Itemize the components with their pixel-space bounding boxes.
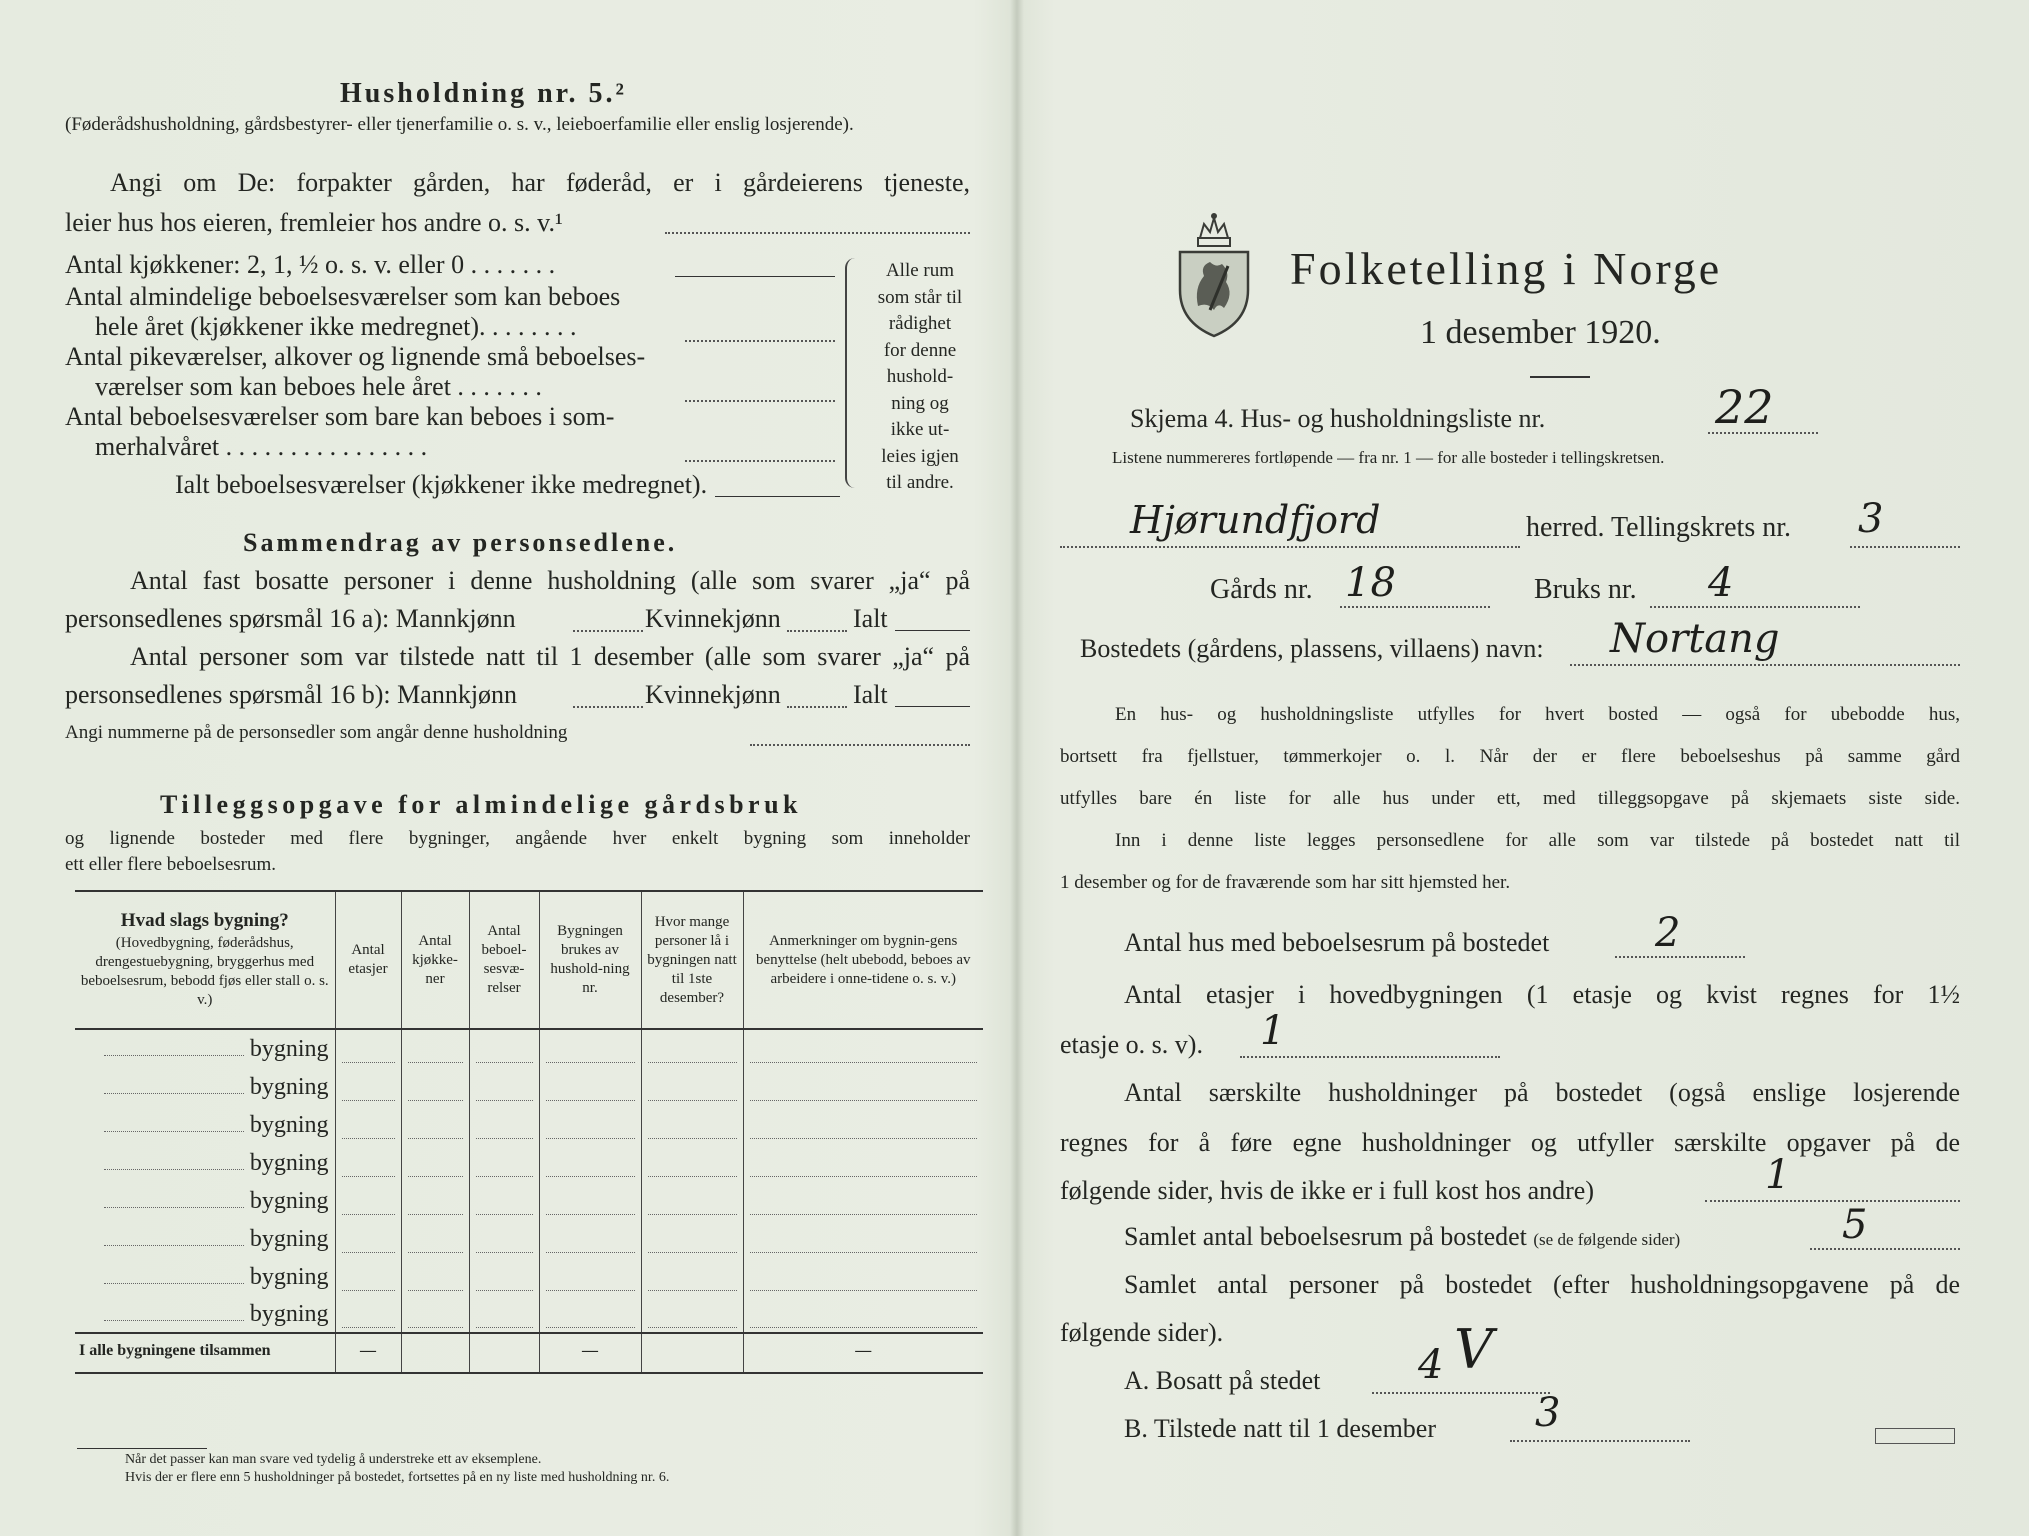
cell-line — [750, 1241, 978, 1253]
sarskilte-value[interactable]: 1 — [1765, 1152, 1791, 1198]
samlet-rum-value[interactable]: 5 — [1842, 1202, 1868, 1248]
cell-line — [750, 1279, 978, 1291]
summary-title: Sammendrag av personsedlene. — [243, 528, 678, 557]
rooms-total: Ialt beboelsesværelser (kjøkkener ikke medregnet). — [175, 470, 708, 499]
numbering-note: Listene nummereres fortløpende — fra nr. 1 — for alle bosteder i tellingskretsen. — [1112, 448, 1665, 467]
skjema-label: Skjema 4. Hus- og husholdningsliste nr. — [1130, 404, 1546, 433]
rooms-summer-1: Antal beboelsesværelser som bare kan beboes i som- — [65, 402, 615, 431]
hus-line — [1615, 956, 1745, 958]
sarskilte-line — [1705, 1200, 1960, 1202]
col-anmerkninger: Anmerkninger om bygnin-gens benyttelse (helt ubebodd, beboes av arbeidere i onne-tidene o. s. v.) — [743, 891, 983, 1029]
herred-line — [1060, 546, 1520, 548]
fast-kvinne-label: Kvinnekjønn — [645, 604, 781, 633]
summary-line-1: Antal fast bosatte personer i denne husholdning (alle som svarer „ja“ på — [130, 566, 970, 595]
anmerkninger-cell[interactable] — [743, 1219, 983, 1257]
rooms-kitchens: Antal kjøkkener: 2, 1, ½ o. s. v. eller 0 . . . . . . . — [65, 250, 556, 279]
bosted-line — [1570, 664, 1960, 666]
cell-line — [342, 1127, 395, 1139]
angi-nummerne: Angi nummerne på de personsedler som angår denne husholdning — [65, 722, 568, 743]
instr-5: 1 desember og for de fraværende som har sitt hjemsted her. — [1060, 872, 1511, 893]
building-type-field[interactable] — [104, 1207, 244, 1208]
tilstede-ialt-field[interactable] — [895, 706, 970, 707]
vaerelser-cell[interactable] — [469, 1181, 539, 1219]
cell-line — [648, 1089, 737, 1101]
building-type-cell[interactable] — [75, 1067, 335, 1105]
personer-cell[interactable] — [641, 1143, 743, 1181]
kitchens-field[interactable] — [675, 276, 835, 277]
household-title: Husholdning nr. 5.² — [340, 78, 627, 109]
tilstede-kvinne-label: Kvinnekjønn — [645, 680, 781, 709]
col-personer: Hvor mange personer lå i bygningen natt til 1ste desember? — [641, 891, 743, 1029]
anmerkninger-cell[interactable] — [743, 1257, 983, 1295]
tellingskrets-value[interactable]: 3 — [1858, 496, 1884, 542]
anmerkninger-cell[interactable] — [743, 1105, 983, 1143]
sum-personer[interactable] — [641, 1333, 743, 1373]
cell-line — [750, 1165, 978, 1177]
anmerkninger-cell[interactable] — [743, 1067, 983, 1105]
extra-desc-1: og lignende bosteder med flere bygninger, angående hver enkelt bygning som inneholder — [65, 828, 970, 849]
herred-value[interactable]: Hjørundfjord — [1130, 498, 1381, 542]
summary-line-2: personsedlenes spørsmål 16 a): Mannkjønn — [65, 604, 516, 633]
samlet-pers-line-1: Samlet antal personer på bostedet (efter husholdningsopgavene på de — [1124, 1270, 1960, 1299]
tellingskrets-line — [1850, 546, 1960, 548]
building-type-field[interactable] — [104, 1320, 244, 1321]
table-row — [75, 1181, 983, 1219]
cell-line — [408, 1165, 463, 1177]
cell-line — [750, 1203, 978, 1215]
rooms-total-field[interactable] — [715, 496, 840, 497]
table-row — [75, 1105, 983, 1143]
gards-line — [1340, 606, 1490, 608]
coat-of-arms-icon — [1170, 210, 1258, 340]
hus-label: Antal hus med beboelsesrum på bostedet — [1124, 928, 1550, 957]
building-type-cell[interactable] — [75, 1029, 335, 1067]
cell-line — [476, 1165, 533, 1177]
building-label: bygning — [249, 1226, 329, 1252]
cell-line — [476, 1316, 533, 1328]
samlet-pers-line-2: følgende sider). — [1060, 1318, 1224, 1347]
sum-label: I alle bygningene tilsammen — [75, 1333, 335, 1373]
page-fold — [1010, 0, 1024, 1536]
fast-mann-field[interactable] — [573, 630, 643, 632]
building-type-cell[interactable] — [75, 1295, 335, 1333]
samlet-rum-label: Samlet antal beboelsesrum på bostedet (se de følgende sider) — [1124, 1222, 1681, 1251]
etasjer-cell[interactable] — [335, 1105, 401, 1143]
kjokkener-cell[interactable] — [401, 1143, 469, 1181]
samlet-rum-line — [1810, 1248, 1960, 1250]
brace-note: Alle rum som står til rådighet for denne hushold- ning og ikke ut- leies igjen til andre. — [877, 260, 963, 493]
anmerkninger-cell[interactable] — [743, 1295, 983, 1333]
tilstede-mann-field[interactable] — [573, 706, 643, 708]
printer-stamp — [1875, 1428, 1955, 1444]
cell-line — [342, 1203, 395, 1215]
cell-line — [750, 1089, 978, 1101]
main-title: Folketelling i Norge — [1290, 243, 1723, 294]
table-row — [75, 1067, 983, 1105]
cell-line — [408, 1203, 463, 1215]
cell-line — [476, 1241, 533, 1253]
cell-line — [342, 1051, 395, 1063]
samlet-rum-note: (se de følgende sider) — [1533, 1230, 1681, 1249]
vaerelser-cell[interactable] — [469, 1029, 539, 1067]
etasjer-cell[interactable] — [335, 1257, 401, 1295]
bosted-value[interactable]: Nortang — [1610, 616, 1780, 662]
sum-vaerelser[interactable] — [469, 1333, 539, 1373]
small-rooms-field[interactable] — [685, 400, 835, 402]
personer-cell[interactable] — [641, 1257, 743, 1295]
etasjer-line — [1240, 1056, 1500, 1058]
cell-line — [546, 1316, 635, 1328]
etasjer-cell[interactable] — [335, 1295, 401, 1333]
kjokkener-cell[interactable] — [401, 1181, 469, 1219]
vaerelser-cell[interactable] — [469, 1219, 539, 1257]
table-row — [75, 1219, 983, 1257]
table-row — [75, 1029, 983, 1067]
building-type-field[interactable] — [104, 1283, 244, 1284]
cell-line — [408, 1051, 463, 1063]
sum-husholdning: — — [539, 1333, 641, 1373]
kjokkener-cell[interactable] — [401, 1295, 469, 1333]
etasjer-cell[interactable] — [335, 1029, 401, 1067]
cell-line — [648, 1203, 737, 1215]
ordinary-rooms-field[interactable] — [685, 340, 835, 342]
fast-ialt-field[interactable] — [895, 630, 970, 631]
cell-line — [648, 1279, 737, 1291]
angi-answer-line[interactable] — [665, 232, 970, 234]
bosatt-label: A. Bosatt på stedet — [1124, 1366, 1321, 1395]
kjokkener-cell[interactable] — [401, 1067, 469, 1105]
anmerkninger-cell[interactable] — [743, 1181, 983, 1219]
cell-line — [546, 1279, 635, 1291]
footnote-rule — [77, 1448, 207, 1449]
household-intro: (Føderådshusholdning, gårdsbestyrer- eller tjenerfamilie o. s. v., leieboerfamilie eller enslig losjerende). — [65, 114, 854, 135]
vaerelser-cell[interactable] — [469, 1257, 539, 1295]
skjema-line — [1708, 432, 1818, 434]
table-row — [75, 1257, 983, 1295]
kjokkener-cell[interactable] — [401, 1219, 469, 1257]
right-page — [1050, 0, 1970, 1536]
table-row — [75, 1295, 983, 1333]
extra-desc-2: ett eller flere beboelsesrum. — [65, 854, 277, 875]
bosatt-value[interactable]: 4 — [1418, 1342, 1444, 1388]
etasjer-value[interactable]: 1 — [1260, 1008, 1286, 1054]
tilstede-line — [1510, 1440, 1690, 1442]
col-beboelsesvaerelser: Antal beboel-sesvæ-relser — [469, 891, 539, 1029]
building-type-cell[interactable] — [75, 1219, 335, 1257]
nummerne-field[interactable] — [750, 744, 970, 746]
instr-4: Inn i denne liste legges personsedlene for alle som var tilstede på bostedet natt til — [1115, 830, 1960, 851]
gards-value[interactable]: 18 — [1345, 560, 1396, 606]
rooms-small-2: værelser som kan beboes hele året . . . . . . . — [95, 372, 542, 401]
personer-cell[interactable] — [641, 1295, 743, 1333]
vaerelser-cell[interactable] — [469, 1067, 539, 1105]
bosted-label: Bostedets (gårdens, plassens, villaens) navn: — [1080, 634, 1544, 663]
table-sum-row — [75, 1333, 983, 1373]
kjokkener-cell[interactable] — [401, 1257, 469, 1295]
building-label: bygning — [249, 1150, 329, 1176]
tilstede-kvinne-field[interactable] — [787, 706, 847, 708]
personer-cell[interactable] — [641, 1105, 743, 1143]
personer-cell[interactable] — [641, 1029, 743, 1067]
cell-line — [342, 1089, 395, 1101]
cell-line — [408, 1127, 463, 1139]
cell-line — [342, 1316, 395, 1328]
building-type-field[interactable] — [104, 1093, 244, 1094]
bosatt-check-mark: V — [1454, 1318, 1493, 1381]
left-page — [65, 0, 980, 1536]
cell-line — [546, 1127, 635, 1139]
etasjer-cell[interactable] — [335, 1067, 401, 1105]
anmerkninger-cell[interactable] — [743, 1143, 983, 1181]
vaerelser-cell[interactable] — [469, 1295, 539, 1333]
fast-ialt-label: Ialt — [853, 604, 888, 633]
building-type-cell[interactable] — [75, 1143, 335, 1181]
anmerkninger-cell[interactable] — [743, 1029, 983, 1067]
sum-anmerkninger: — — [743, 1333, 983, 1373]
building-type-field[interactable] — [104, 1169, 244, 1170]
building-label: bygning — [249, 1112, 329, 1138]
sarskilte-line-2: regnes for å føre egne husholdninger og utfyller særskilte opgaver på de — [1060, 1128, 1960, 1157]
bruks-line — [1650, 606, 1860, 608]
cell-line — [476, 1203, 533, 1215]
summary-line-4: personsedlenes spørsmål 16 b): Mannkjønn — [65, 680, 518, 709]
building-table — [75, 890, 983, 1374]
personer-cell[interactable] — [641, 1219, 743, 1257]
cell-line — [476, 1279, 533, 1291]
cell-line — [408, 1089, 463, 1101]
hus-value[interactable]: 2 — [1655, 910, 1681, 956]
cell-line — [648, 1316, 737, 1328]
cell-line — [750, 1316, 978, 1328]
col-kjokkener: Antal kjøkke-ner — [401, 891, 469, 1029]
etasjer-cell[interactable] — [335, 1219, 401, 1257]
col-etasjer: Antal etasjer — [335, 891, 401, 1029]
husholdning-cell[interactable] — [539, 1105, 641, 1143]
building-type-field[interactable] — [104, 1131, 244, 1132]
building-label: bygning — [249, 1074, 329, 1100]
angi-line-1: Angi om De: forpakter gården, har føderåd, er i gårdeierens tjeneste, — [110, 168, 970, 197]
etasjer-cell[interactable] — [335, 1143, 401, 1181]
etasjer-cell[interactable] — [335, 1181, 401, 1219]
husholdning-cell[interactable] — [539, 1295, 641, 1333]
sarskilte-line-1: Antal særskilte husholdninger på bostedet (også enslige losjerende — [1124, 1078, 1960, 1107]
bruks-label: Bruks nr. — [1534, 574, 1637, 605]
cell-line — [408, 1316, 463, 1328]
kjokkener-cell[interactable] — [401, 1029, 469, 1067]
building-label: bygning — [249, 1301, 329, 1327]
husholdning-cell[interactable] — [539, 1181, 641, 1219]
bruks-value[interactable]: 4 — [1708, 560, 1734, 606]
extra-title: Tilleggsopgave for almindelige gårdsbruk — [160, 790, 803, 819]
cell-line — [546, 1089, 635, 1101]
title-rule — [1530, 376, 1590, 378]
tilstede-value[interactable]: 3 — [1535, 1390, 1561, 1436]
personer-cell[interactable] — [641, 1181, 743, 1219]
building-label: bygning — [249, 1188, 329, 1214]
tilstede-ialt-label: Ialt — [853, 680, 888, 709]
rooms-ordinary-2: hele året (kjøkkener ikke medregnet). . . . . . . . — [95, 312, 577, 341]
cell-line — [476, 1089, 533, 1101]
instr-2: bortsett fra fjellstuer, tømmerkojer o. l. Når der er flere beboelseshus på samme gård — [1060, 746, 1960, 767]
sum-etasjer: — — [335, 1333, 401, 1373]
cell-line — [750, 1051, 978, 1063]
cell-line — [342, 1279, 395, 1291]
cell-line — [342, 1241, 395, 1253]
cell-line — [648, 1165, 737, 1177]
husholdning-cell[interactable] — [539, 1257, 641, 1295]
rooms-summer-2: merhalvåret . . . . . . . . . . . . . . . . — [95, 432, 428, 461]
kjokkener-cell[interactable] — [401, 1105, 469, 1143]
cell-line — [648, 1241, 737, 1253]
building-type-cell[interactable] — [75, 1257, 335, 1295]
etasjer-line-1: Antal etasjer i hovedbygningen (1 etasje og kvist regnes for 1½ — [1124, 980, 1960, 1009]
herred-label: herred. Tellingskrets nr. — [1526, 512, 1792, 543]
building-type-cell[interactable] — [75, 1105, 335, 1143]
cell-line — [476, 1127, 533, 1139]
cell-line — [546, 1241, 635, 1253]
cell-line — [408, 1279, 463, 1291]
cell-line — [476, 1051, 533, 1063]
summary-line-3: Antal personer som var tilstede natt til 1 desember (alle som svarer „ja“ på — [130, 642, 970, 671]
census-date: 1 desember 1920. — [1420, 314, 1661, 351]
instr-3: utfylles bare én liste for alle hus under ett, med tilleggsopgave på skjemaets siste side. — [1060, 788, 1960, 809]
husholdning-cell[interactable] — [539, 1219, 641, 1257]
vaerelser-cell[interactable] — [469, 1143, 539, 1181]
husholdning-cell[interactable] — [539, 1029, 641, 1067]
tilstede-label: B. Tilstede natt til 1 desember — [1124, 1414, 1436, 1443]
table-row — [75, 1143, 983, 1181]
building-label: bygning — [249, 1264, 329, 1290]
sarskilte-line-3: følgende sider, hvis de ikke er i full kost hos andre) — [1060, 1176, 1594, 1205]
cell-line — [648, 1051, 737, 1063]
etasjer-line-2: etasje o. s. v). — [1060, 1030, 1203, 1059]
building-type-field[interactable] — [104, 1055, 244, 1056]
cell-line — [750, 1127, 978, 1139]
footnote-1: Når det passer kan man svare ved tydelig å understreke ett av eksemplene. — [125, 1452, 542, 1467]
cell-line — [342, 1165, 395, 1177]
rooms-small-1: Antal pikeværelser, alkover og lignende små beboelses- — [65, 342, 646, 371]
cell-line — [546, 1203, 635, 1215]
building-type-cell[interactable] — [75, 1181, 335, 1219]
bosatt-line — [1372, 1392, 1550, 1394]
col-husholdning-nr: Bygningen brukes av hushold-ning nr. — [539, 891, 641, 1029]
rooms-brace — [845, 258, 861, 488]
instr-1: En hus- og husholdningsliste utfylles for hvert bosted — også for ubebodde hus, — [1115, 704, 1960, 725]
col-building-type: Hvad slags bygning? (Hovedbygning, føderådshus, drengestuebygning, bryggerhus med beboelsesrum, bebodd fjøs eller stall o. s. v.) — [75, 891, 335, 1029]
skjema-value[interactable]: 22 — [1715, 380, 1774, 434]
husholdning-cell[interactable] — [539, 1143, 641, 1181]
gards-label: Gårds nr. — [1210, 574, 1313, 605]
angi-line-2: leier hus hos eieren, fremleier hos andre o. s. v.¹ — [65, 208, 563, 237]
building-label: bygning — [249, 1036, 329, 1062]
sum-kjokkener[interactable] — [401, 1333, 469, 1373]
vaerelser-cell[interactable] — [469, 1105, 539, 1143]
cell-line — [408, 1241, 463, 1253]
husholdning-cell[interactable] — [539, 1067, 641, 1105]
cell-line — [546, 1051, 635, 1063]
cell-line — [546, 1165, 635, 1177]
footnote-2: Hvis der er flere enn 5 husholdninger på bostedet, fortsettes på en ny liste med husholdning nr. 6. — [125, 1470, 670, 1485]
building-type-field[interactable] — [104, 1245, 244, 1246]
cell-line — [648, 1127, 737, 1139]
summer-rooms-field[interactable] — [685, 460, 835, 462]
rooms-ordinary-1: Antal almindelige beboelsesværelser som kan beboes — [65, 282, 621, 311]
fast-kvinne-field[interactable] — [787, 630, 847, 632]
personer-cell[interactable] — [641, 1067, 743, 1105]
